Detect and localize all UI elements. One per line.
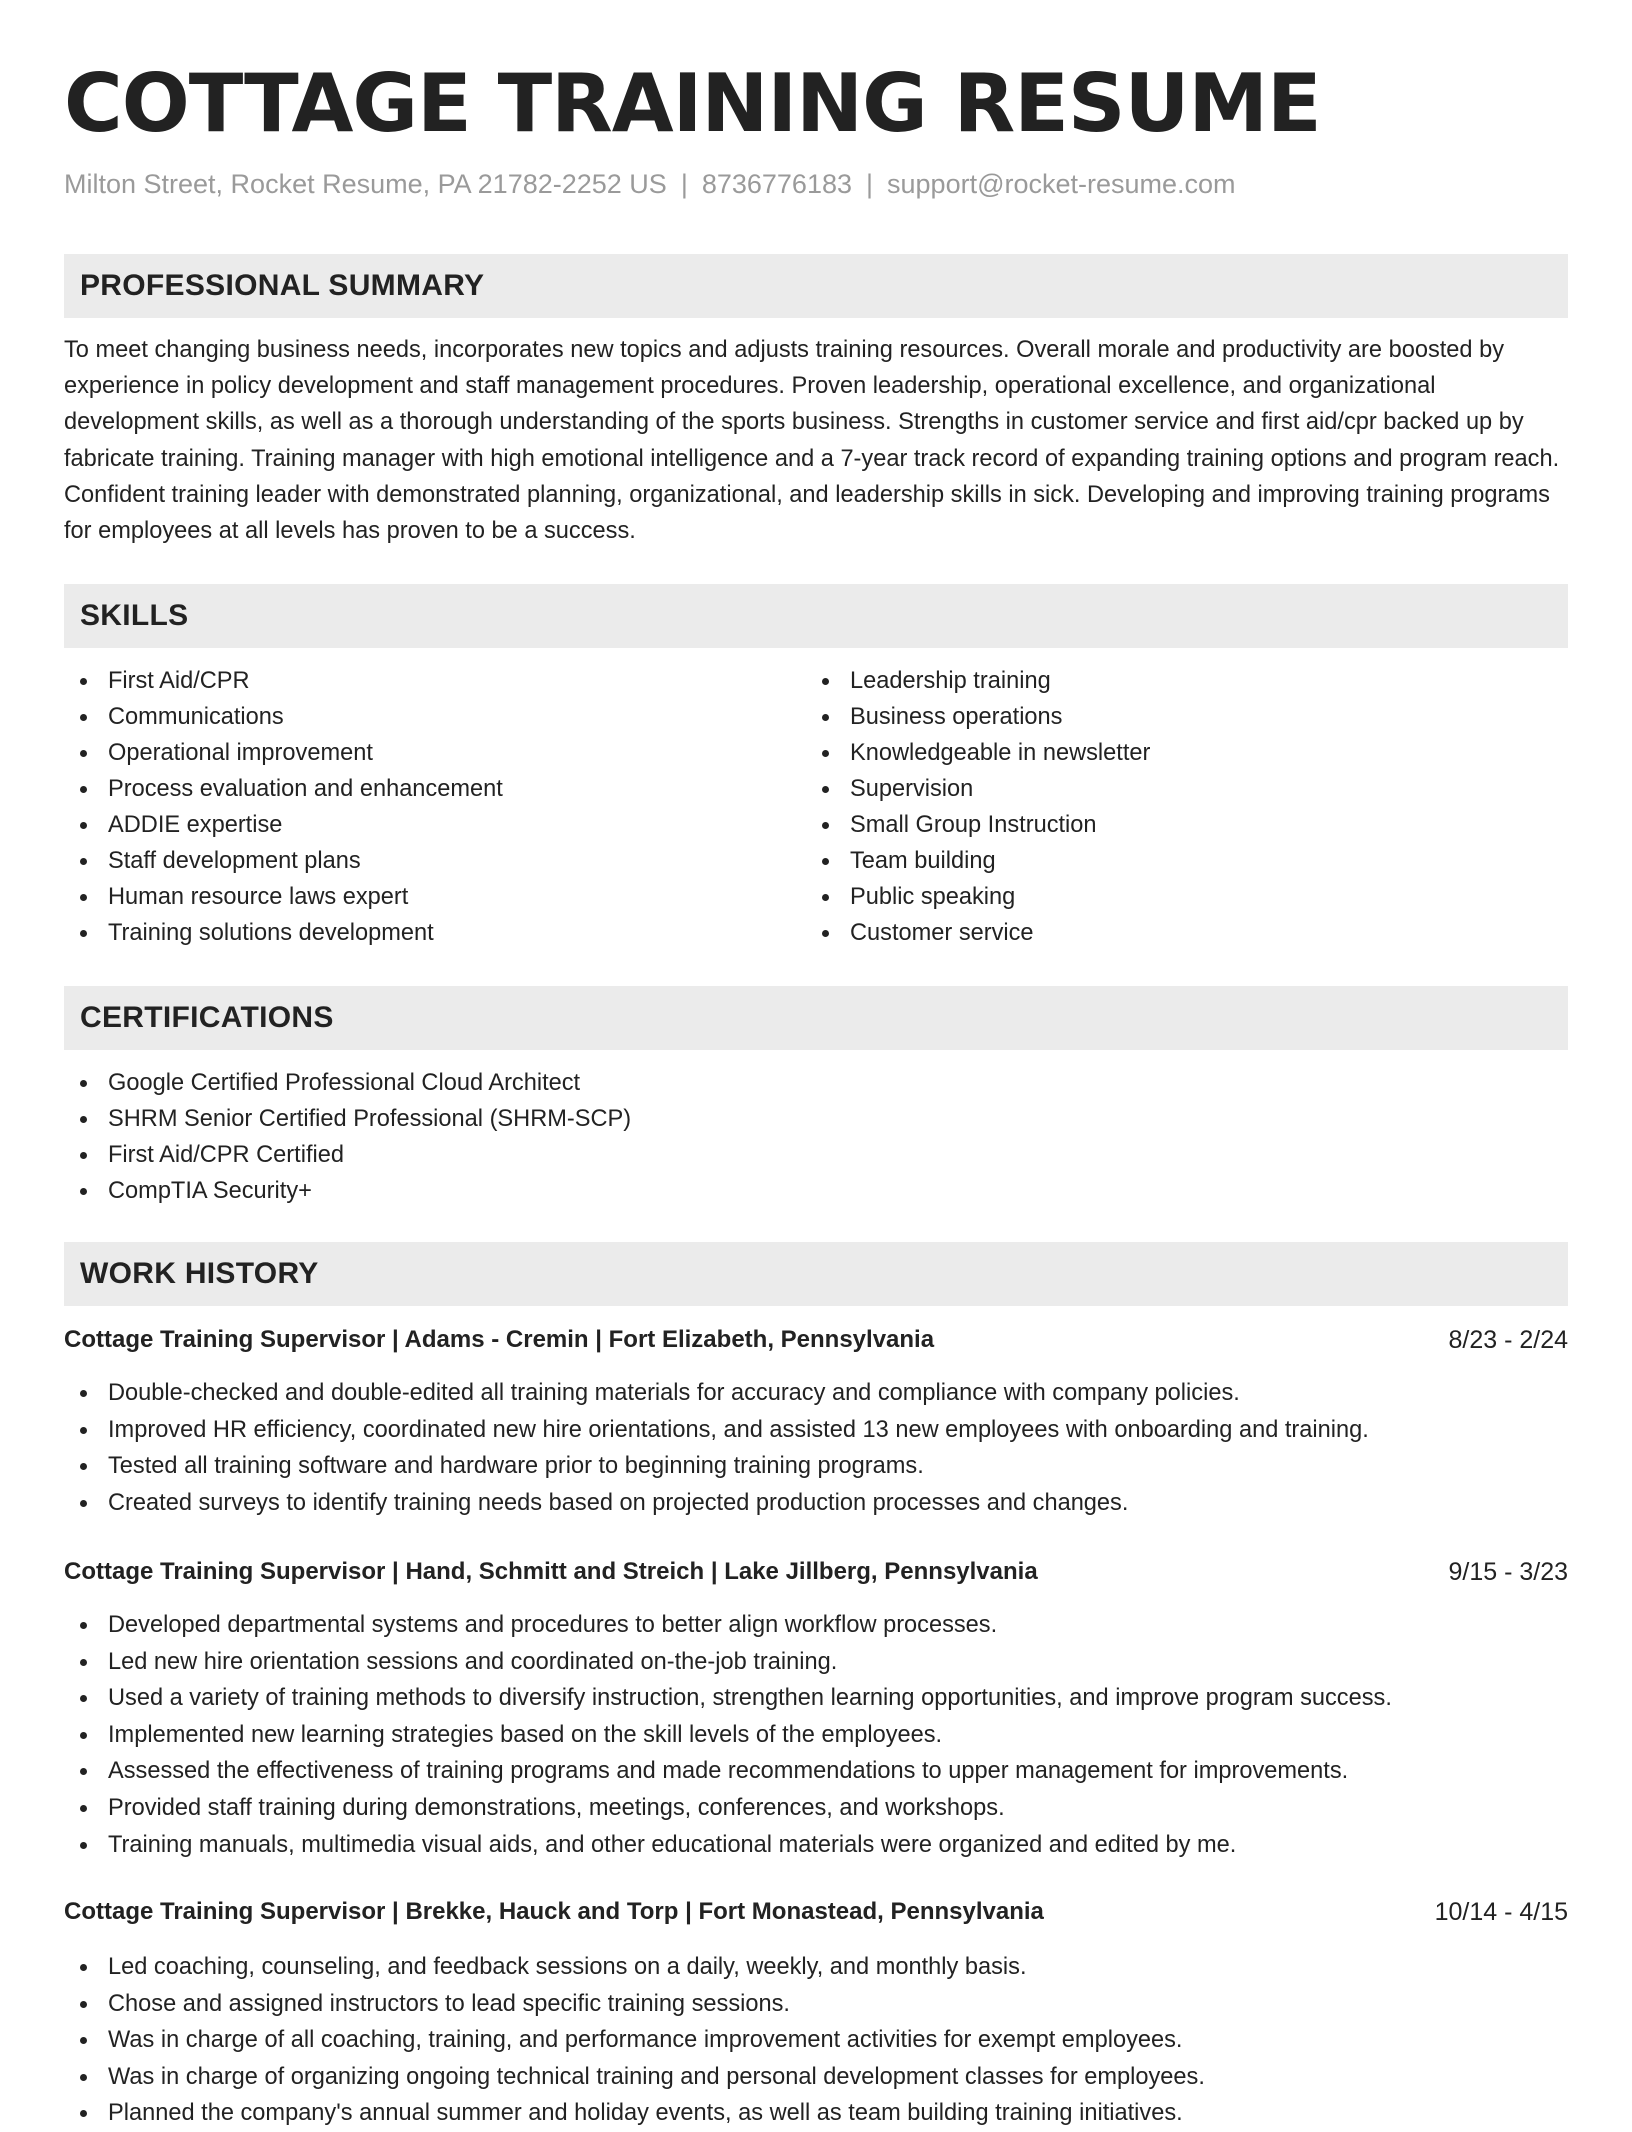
job-bullet: Led new hire orientation sessions and coordinated on-the-job training. <box>64 1644 1392 1681</box>
skill-item: Training solutions development <box>64 915 503 951</box>
job-bullet: Assessed the effectiveness of training programs and made recommendations to upper management for improvements. <box>64 1753 1392 1790</box>
job-bullet: Was in charge of organizing ongoing technical training and personal development classes for employees. <box>64 2059 1205 2096</box>
resume-title: COTTAGE TRAINING RESUME <box>64 57 1321 150</box>
job-heading: Cottage Training Supervisor | Brekke, Hauck and Torp | Fort Monastead, Pennsylvania <box>64 1898 1044 1925</box>
job-bullet: Double-checked and double-edited all training materials for accuracy and compliance with company policies. <box>64 1375 1369 1412</box>
summary-paragraph: To meet changing business needs, incorporates new topics and adjusts training resources. Overall morale and productivity are boosted by experience in policy development and staff management procedures. Proven leadership, operational excellence, and organizational development skills, as well as a thorough understanding of the sports business. Strengths in customer service and first aid/cpr backed up by fabricate training. Training manager with high emotional intelligence and a 7-year track record of expanding training options and program reach. Confident training leader with demonstrated planning, organizational, and leadership skills in sick. Developing and improving training programs for employees at all levels has proven to be a success. <box>64 337 1560 545</box>
job-bullet: Implemented new learning strategies based on the skill levels of the employees. <box>64 1717 1392 1754</box>
skill-item: Staff development plans <box>64 843 503 879</box>
section-header-certifications <box>64 986 1568 1050</box>
contact-separator: | <box>866 169 874 199</box>
contact-line <box>64 164 1236 204</box>
skill-item: ADDIE expertise <box>64 807 503 843</box>
job-bullet: Provided staff training during demonstrations, meetings, conferences, and workshops. <box>64 1790 1392 1827</box>
job-bullet: Created surveys to identify training needs based on projected production processes and changes. <box>64 1485 1369 1522</box>
certification-item: CompTIA Security+ <box>64 1173 631 1209</box>
job-bullet: Tested all training software and hardware prior to beginning training programs. <box>64 1448 1369 1485</box>
section-title: CERTIFICATIONS <box>80 1001 334 1034</box>
skill-item: Leadership training <box>806 663 1150 699</box>
certifications-list <box>64 1065 631 1209</box>
job-bullet: Led coaching, counseling, and feedback sessions on a daily, weekly, and monthly basis. <box>64 1949 1205 1986</box>
job-bullet: Used a variety of training methods to diversify instruction, strengthen learning opportunities, and improve program success. <box>64 1680 1392 1717</box>
section-header-skills <box>64 584 1568 648</box>
contact-phone: 8736776183 <box>701 169 852 199</box>
skills-list-right <box>806 663 1150 951</box>
section-title: PROFESSIONAL SUMMARY <box>80 269 485 302</box>
skill-item: Customer service <box>806 915 1150 951</box>
skill-item: Knowledgeable in newsletter <box>806 735 1150 771</box>
job-dates: 9/15 - 3/23 <box>1448 1558 1568 1586</box>
section-title: WORK HISTORY <box>80 1257 319 1290</box>
contact-separator: | <box>680 169 688 199</box>
job-bullet: Was in charge of all coaching, training, and performance improvement activities for exempt employees. <box>64 2022 1205 2059</box>
contact-email: support@rocket-resume.com <box>887 169 1236 199</box>
section-header-summary <box>64 254 1568 318</box>
skill-item: Team building <box>806 843 1150 879</box>
certification-item: SHRM Senior Certified Professional (SHRM-SCP) <box>64 1101 631 1137</box>
skill-item: Operational improvement <box>64 735 503 771</box>
skills-list-left <box>64 663 503 951</box>
job-bullet: Chose and assigned instructors to lead specific training sessions. <box>64 1986 1205 2023</box>
certification-item: First Aid/CPR Certified <box>64 1137 631 1173</box>
job-bullets <box>64 1607 1392 1863</box>
job-bullets <box>64 1949 1205 2132</box>
job-heading: Cottage Training Supervisor | Adams - Cremin | Fort Elizabeth, Pennsylvania <box>64 1326 935 1353</box>
skill-item: Process evaluation and enhancement <box>64 771 503 807</box>
contact-address: Milton Street, Rocket Resume, PA 21782-2252 US <box>64 169 667 199</box>
skill-item: Public speaking <box>806 879 1150 915</box>
skill-item: Communications <box>64 699 503 735</box>
skill-item: First Aid/CPR <box>64 663 503 699</box>
skill-item: Small Group Instruction <box>806 807 1150 843</box>
job-bullets <box>64 1375 1369 1521</box>
section-title: SKILLS <box>80 599 189 632</box>
job-bullet: Planned the company's annual summer and holiday events, as well as team building training initiatives. <box>64 2095 1205 2132</box>
job-heading: Cottage Training Supervisor | Hand, Schmitt and Streich | Lake Jillberg, Pennsylvania <box>64 1558 1038 1585</box>
job-bullet: Improved HR efficiency, coordinated new hire orientations, and assisted 13 new employees with onboarding and training. <box>64 1412 1369 1449</box>
job-dates: 8/23 - 2/24 <box>1448 1326 1568 1354</box>
skill-item: Business operations <box>806 699 1150 735</box>
job-dates: 10/14 - 4/15 <box>1434 1898 1568 1926</box>
certification-item: Google Certified Professional Cloud Architect <box>64 1065 631 1101</box>
section-header-work-history <box>64 1242 1568 1306</box>
job-bullet: Training manuals, multimedia visual aids, and other educational materials were organized and edited by me. <box>64 1827 1392 1864</box>
skill-item: Human resource laws expert <box>64 879 503 915</box>
job-bullet: Developed departmental systems and procedures to better align workflow processes. <box>64 1607 1392 1644</box>
skill-item: Supervision <box>806 771 1150 807</box>
